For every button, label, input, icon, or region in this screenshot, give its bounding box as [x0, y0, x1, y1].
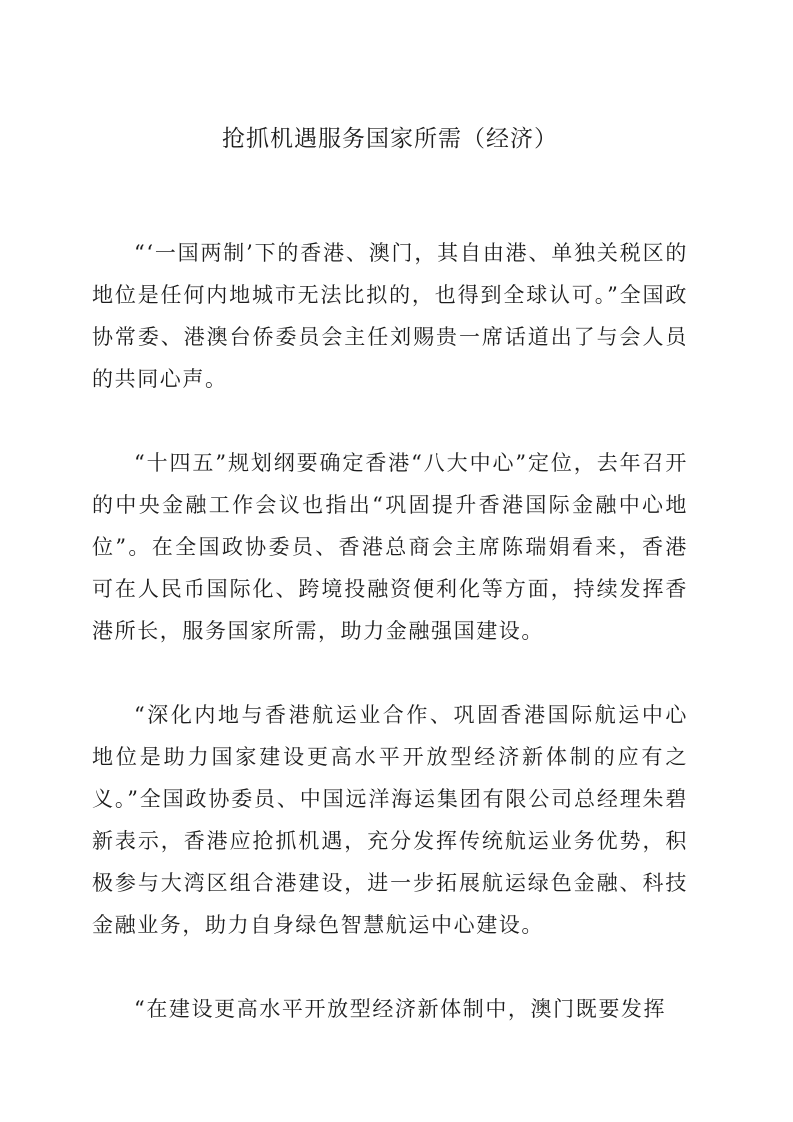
paragraph-2: “十四五”规划纲要确定香港“八大中心”定位，去年召开的中央金融工作会议也指出“巩固提升香港国际金融中心地位”。在全国政协委员、香港总商会主席陈瑞娟看来，香港可在人民币国际化、跨境投融资便利化等方面，持续发挥香港所长，服务国家所需，助力金融强国建设。 [92, 451, 688, 643]
paragraph-4-truncated: “在建设更高水平开放型经济新体制中，澳门既要发挥 [134, 997, 667, 1021]
paragraph-1: “‘一国两制’下的香港、澳门，其自由港、单独关税区的地位是任何内地城市无法比拟的，也得到全球认可。”全国政协常委、港澳台侨委员会主任刘赐贵一席话道出了与会人员的共同心声。 [92, 241, 688, 391]
document-body [92, 232, 688, 1030]
paragraph-3: “深化内地与香港航运业合作、巩固香港国际航运中心地位是助力国家建设更高水平开放型经济新体制的应有之义。”全国政协委员、中国远洋海运集团有限公司总经理朱碧新表示，香港应抢抓机遇，充分发挥传统航运业务优势，积极参与大湾区组合港建设，进一步拓展航运绿色金融、科技金融业务，助力自身绿色智慧航运中心建设。 [92, 703, 688, 937]
document-title: 抢抓机遇服务国家所需（经济） [222, 126, 558, 152]
